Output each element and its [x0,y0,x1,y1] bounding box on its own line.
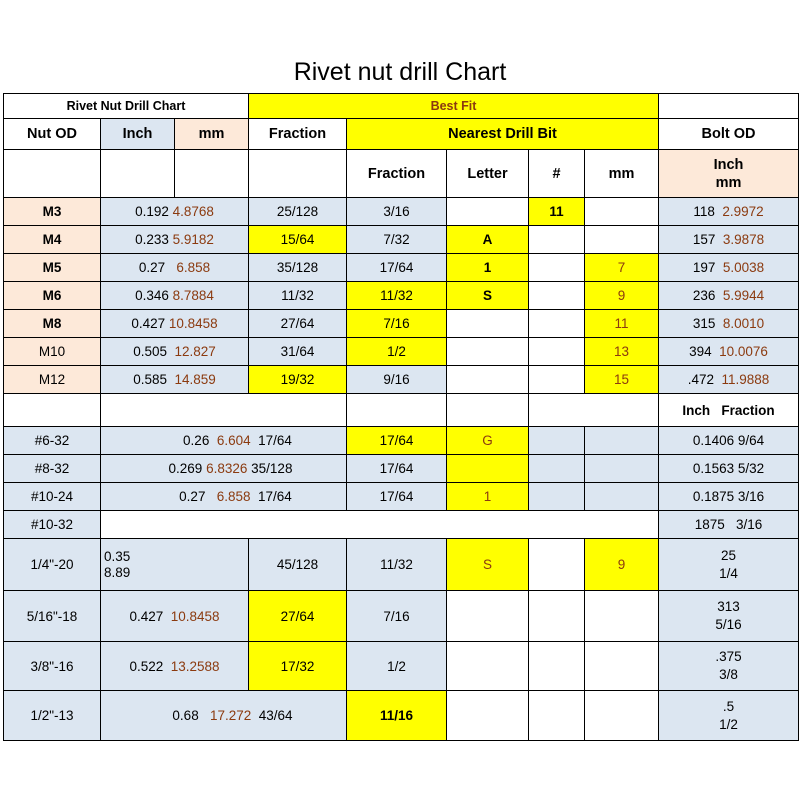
drill-number-cell [528,590,585,642]
drill-fraction-cell: 1/2 [346,337,447,366]
drill-fraction-cell: 17/64 [346,253,447,282]
inch-mm-cell [100,365,249,394]
bolt-mm-value: 11.9888 [721,372,770,387]
drill-number-cell [528,690,585,741]
inch-mm-fraction-cell [100,690,347,741]
bolt-od-cell [658,365,799,394]
drill-letter-cell [446,454,529,483]
drill-fraction-cell: 7/32 [346,225,447,254]
bolt-subheader-fraction: Fraction [721,402,775,418]
bolt-mm-value: 2.9972 [722,204,764,219]
nut-od-header: Nut OD [3,118,101,150]
inch-mm-cell [100,253,249,282]
bolt-od-cell [658,454,799,483]
bolt-fraction-value: 1/4 [719,565,738,581]
fraction-cell: 27/64 [248,590,347,642]
subheader-blank-mm [174,149,249,198]
drill-fraction-cell: 9/16 [346,365,447,394]
chart-label-cell: Rivet Nut Drill Chart [3,93,249,119]
drill-mm-cell [584,426,659,455]
inch-value: 0.269 [168,461,203,476]
fraction-cell: 45/128 [248,538,347,591]
bolt-mm-value: 3.9878 [722,232,765,247]
drill-letter-cell [446,690,529,741]
mm-value: 14.859 [174,372,216,387]
separator-cell [446,393,529,427]
nut-od-cell: M4 [3,225,101,254]
nut-od-cell: 3/8"-16 [3,641,101,691]
fraction-value: 17/64 [258,433,292,448]
inch-mm-cell [100,197,249,226]
drill-letter-cell: G [446,426,529,455]
mm-value: 8.7884 [172,288,214,303]
separator-cell [100,393,347,427]
drill-number-cell [528,482,585,511]
bolt-od-cell [658,426,799,455]
drill-fraction-cell: 11/16 [346,690,447,741]
mm-value: 4.8768 [172,204,214,219]
drill-mm-cell: 9 [584,538,659,591]
drill-mm-cell: 13 [584,337,659,366]
drill-mm-cell [584,690,659,741]
bolt-inch-value: 157 [692,232,716,247]
drill-fraction-cell: 17/64 [346,482,447,511]
fraction-cell: 11/32 [248,281,347,310]
bolt-fraction-value: 3/16 [736,517,763,532]
bolt-fraction-value: 1/2 [719,716,738,732]
fraction-value: 17/64 [258,489,292,504]
drill-letter-cell [446,641,529,691]
mm-value: 6.858 [216,489,251,504]
nut-od-cell: #6-32 [3,426,101,455]
mm-value: 17.272 [209,708,252,723]
bolt-subheader [658,393,799,427]
bolt-inch-value: 0.1563 [692,461,735,476]
nut-od-cell: M10 [3,337,101,366]
drill-letter-cell: S [446,281,529,310]
drill-letter-cell: S [446,538,529,591]
bolt-od-cell [658,690,799,741]
bolt-fraction-value: 9/64 [737,433,765,448]
separator-cell [346,393,447,427]
inch-value: 0.427 [129,608,164,624]
best-fit-label: Best Fit [430,99,477,113]
bolt-fraction-value: 3/8 [719,667,738,682]
drill-fraction-cell: 11/32 [346,538,447,591]
bolt-inch-value: 236 [692,288,716,303]
mm-value: 8.89 [104,564,131,580]
bolt-mm-value: 5.0038 [722,260,765,275]
drill-number-cell [528,426,585,455]
bolt-inch-value: .375 [715,649,742,664]
drill-letter-cell: 1 [446,253,529,282]
bolt-od-cell [658,337,799,366]
bolt-inch-value: 1875 [694,517,725,532]
drill-fraction-cell: 7/16 [346,309,447,338]
best-fit-header [248,93,659,119]
drill-fraction-cell: 11/32 [346,281,447,310]
subheader-blank-fraction [248,149,347,198]
bolt-mm-value: 10.0076 [719,344,768,359]
drill-number-cell [528,253,585,282]
sub-fraction-header: Fraction [346,149,447,198]
drill-chart-table [3,93,799,741]
fraction-header: Fraction [248,118,347,150]
bolt-od-cell [658,225,799,254]
inch-value: 0.68 [172,708,199,723]
bolt-inch-value: .472 [687,372,714,387]
mm-value: 6.8326 [206,461,248,476]
bolt-fraction-value: 5/16 [715,617,742,632]
inch-mm-cell [100,538,249,591]
drill-fraction-cell: 17/64 [346,426,447,455]
fraction-cell: 27/64 [248,309,347,338]
drill-number-cell [528,538,585,591]
empty-span-cell [100,510,659,539]
nut-od-cell: M5 [3,253,101,282]
bolt-inch-value: .5 [722,698,735,714]
mm-value: 10.8458 [168,316,218,331]
drill-mm-cell: 11 [584,309,659,338]
nut-od-cell: M12 [3,365,101,394]
inch-mm-cell [100,337,249,366]
bolt-od-cell [658,197,799,226]
bolt-inch-value: 0.1406 [692,433,735,448]
mm-value: 10.8458 [170,608,220,624]
nut-od-cell: 5/16"-18 [3,590,101,642]
nut-od-cell: #10-32 [3,510,101,539]
mm-header: mm [174,118,249,150]
drill-mm-cell: 9 [584,281,659,310]
mm-value: 6.858 [176,260,211,275]
inch-mm-cell [100,225,249,254]
drill-mm-cell [584,641,659,691]
bolt-od-cell [658,253,799,282]
drill-number-cell [528,454,585,483]
bolt-od-header: Bolt OD [658,118,799,150]
drill-fraction-cell: 7/16 [346,590,447,642]
inch-mm-cell [100,309,249,338]
bolt-od-cell [658,309,799,338]
separator-cell [528,393,659,427]
drill-mm-cell [584,225,659,254]
inch-value: 0.192 [135,204,169,219]
bolt-inch-value: 25 [720,547,737,563]
fraction-cell: 25/128 [248,197,347,226]
inch-value: 0.585 [133,372,167,387]
bolt-fraction-value: 3/16 [737,489,765,504]
inch-value: 0.27 [179,489,206,504]
page-title: Rivet nut drill Chart [293,58,507,86]
mm-value: 13.2588 [170,658,220,674]
drill-number-cell [528,281,585,310]
fraction-cell: 15/64 [248,225,347,254]
bolt-subheader-inch: Inch [682,402,711,418]
bolt-od-cell [658,590,799,642]
bolt-inch-value: 313 [717,599,740,614]
drill-number-cell [528,365,585,394]
mm-value: 5.9182 [172,232,214,247]
drill-mm-cell: 7 [584,253,659,282]
inch-value: 0.346 [135,288,169,303]
fraction-cell: 17/32 [248,641,347,691]
bolt-inch-value: 118 [693,204,715,219]
drill-mm-cell [584,454,659,483]
bolt-inch-value: 315 [692,316,716,331]
nut-od-cell: M3 [3,197,101,226]
bolt-mm-value: 5.9944 [722,288,765,303]
mm-value: 6.604 [216,433,251,448]
bolt-fraction-value: 5/32 [737,461,765,476]
inch-mm-cell [100,641,249,691]
bolt-units-header [658,149,799,198]
drill-letter-cell: 1 [446,482,529,511]
drill-number-cell [528,641,585,691]
nut-od-cell: M8 [3,309,101,338]
inch-mm-fraction-cell [100,426,347,455]
fraction-value: 43/64 [258,708,293,723]
nut-od-cell: M6 [3,281,101,310]
bolt-inch-value: 394 [689,344,712,359]
subheader-blank-nut [3,149,101,198]
fraction-cell: 19/32 [248,365,347,394]
nut-od-cell: 1/4"-20 [3,538,101,591]
fraction-cell: 35/128 [248,253,347,282]
sub-letter-header: Letter [446,149,529,198]
fraction-cell: 31/64 [248,337,347,366]
inch-mm-fraction-cell [100,482,347,511]
drill-number-cell [528,309,585,338]
drill-number-cell [528,225,585,254]
drill-letter-cell [446,309,529,338]
inch-header: Inch [100,118,175,150]
drill-letter-cell [446,365,529,394]
bolt-inch-value: 0.1875 [692,489,735,504]
inch-value: 0.522 [129,658,164,674]
bolt-od-cell [658,538,799,591]
inch-mm-cell [100,281,249,310]
inch-value: 0.35 [104,548,131,564]
inch-value: 0.427 [131,316,166,331]
bolt-od-cell [658,281,799,310]
bolt-od-cell [658,641,799,691]
bolt-mm-label: mm [715,174,742,191]
bolt-od-cell [658,482,799,511]
inch-mm-fraction-cell [100,454,347,483]
drill-letter-cell: A [446,225,529,254]
drill-letter-cell [446,197,529,226]
bolt-inch-label: Inch [713,156,744,173]
drill-mm-cell [584,590,659,642]
drill-letter-cell [446,337,529,366]
sub-mm-header: mm [584,149,659,198]
drill-mm-cell [584,197,659,226]
subheader-blank-inch [100,149,175,198]
inch-value: 0.505 [133,344,167,359]
nearest-drill-bit-header: Nearest Drill Bit [346,118,659,150]
nut-od-cell: #10-24 [3,482,101,511]
drill-fraction-cell: 17/64 [346,454,447,483]
separator-cell [3,393,101,427]
inch-value: 0.233 [135,232,169,247]
drill-fraction-cell: 3/16 [346,197,447,226]
bolt-inch-value: 197 [692,260,716,275]
nut-od-cell: 1/2"-13 [3,690,101,741]
drill-number-cell: 11 [528,197,585,226]
inch-mm-cell [100,590,249,642]
drill-number-cell [528,337,585,366]
bolt-mm-value: 8.0010 [722,316,765,331]
sub-number-header: # [528,149,585,198]
drill-mm-cell [584,482,659,511]
drill-fraction-cell: 1/2 [346,641,447,691]
bolt-od-cell [658,510,799,539]
drill-letter-cell [446,590,529,642]
mm-value: 12.827 [174,344,216,359]
drill-mm-cell: 15 [584,365,659,394]
header-blank [658,93,799,119]
inch-value: 0.26 [183,433,210,448]
fraction-value: 35/128 [251,461,293,476]
nut-od-cell: #8-32 [3,454,101,483]
inch-value: 0.27 [138,260,166,275]
